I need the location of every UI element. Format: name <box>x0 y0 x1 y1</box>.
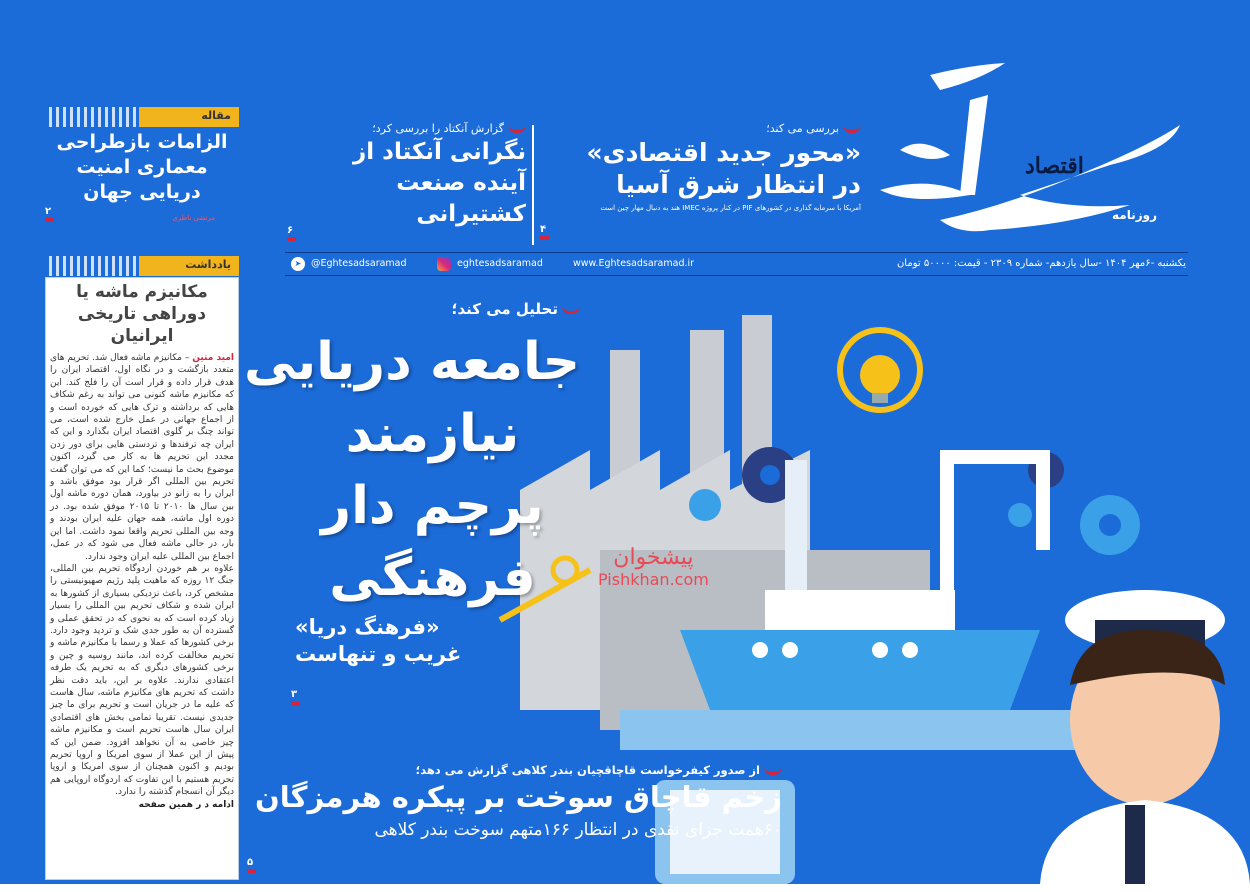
logo-subtitle: اقتصاد <box>1025 153 1084 179</box>
page-ref: ۶ <box>287 226 296 241</box>
top-story-axis[interactable] <box>556 122 861 213</box>
crane-icon <box>940 450 1050 464</box>
page-ref: ۴ <box>540 225 549 240</box>
masthead-logo <box>870 55 1190 245</box>
light-bulb-icon <box>840 330 920 410</box>
note-title[interactable]: مکانیزم ماشه یا دوراهی تاریخی ایرانیان <box>76 282 208 346</box>
article-tag: مقاله <box>139 107 239 127</box>
story-summary: آمریکا با سرمایه گذاری در کشورهای PIF در کنار پروژه IMEC هند به دنبال مهار چین است <box>600 204 861 212</box>
dateline: یکشنبه -۶مهر ۱۴۰۴ -سال یازدهم- شماره ۲۳۰۹ - قیمت: ۵۰۰۰۰ تومان <box>896 258 1186 269</box>
bottom-title: زخم قاچاق سوخت بر پیکره هرمزگان <box>254 780 782 814</box>
top-story-unctad[interactable] <box>302 122 526 230</box>
note-paragraph: امید متین – مکانیزم ماشه فعال شد. تحریم های متعدد بازگشت و در نگاه اول، اقتصاد ایران را هدف قرار داده و قرار است آن را فلج کند. این که مکانیزم ماشه کنونی می تواند به رغم شکاف هایی که برداشته و ترک هایی که خورده است و از اجماع جهانی در عمل خارج شده است، می تواند چنگ بر گلوی اقتصاد ایران بگذارد و این که ایران چه ترفندها و تردستی هایی برای دور زدن مجدد این تحریم ها به کار می گیرد، اکنون موضوع بحث ما نیست؛ کما این که می توان گفت تحریم بین المللی اگر قرار بود موفق باشد و ایران را به زانو در بیاورد، همان دوره ماشه اول بین سال ها ۲۰۱۰ تا ۲۰۱۵ موفق شده بود. در دوره اول ماشه، همه جهان علیه ایران بودند و وجه بین المللی تحریم واقعا نمود داشت. اما این بار، در حالی ماشه فعال می شود که در عمل، اجماع بین المللی علیه ایران وجود ندارد. <box>50 353 234 562</box>
story-title: «محور جدید اقتصادی» در انتظار شرق آسیا <box>586 138 861 199</box>
instagram-handle[interactable]: eghtesadsaramad <box>457 258 543 269</box>
website-link[interactable]: www.Eghtesadsaramad.ir <box>573 258 695 269</box>
note-panel <box>45 277 239 880</box>
bottom-kicker: از صدور کیفرخواست قاچاقچیان بندر کلاهی گزارش می دهد؛ <box>415 763 760 777</box>
lead-story[interactable] <box>244 300 580 668</box>
lead-kicker: تحلیل می کند؛ <box>451 300 558 318</box>
watermark: پیشخوان Pishkhan.com <box>598 545 709 589</box>
kicker-mark-icon <box>562 306 580 314</box>
article-title[interactable]: الزامات بازطراحی معماری امنیت دریایی جهان <box>56 131 228 203</box>
note-tag: یادداشت <box>139 256 239 276</box>
bottom-subtitle: ۶۰همت جزای نقدی در انتظار ۱۶۶متهم سوخت بندر کلاهی <box>374 820 782 840</box>
telegram-icon: ➤ <box>291 257 305 271</box>
column-divider <box>532 125 534 245</box>
story-title: نگرانی آنکتاد از آینده صنعت کشتیرانی <box>353 139 526 227</box>
note-author: امید متین <box>192 353 234 363</box>
story-kicker: گزارش آنکتاد را بررسی کرد؛ <box>372 122 504 135</box>
kicker-mark-icon <box>843 125 861 133</box>
page-ref: ۵ <box>247 858 256 873</box>
page-ref: ۳ <box>291 690 300 705</box>
article-author: مرتضی ناظری <box>172 214 215 222</box>
telegram-handle[interactable]: @Eghtesadsaramad <box>311 258 407 269</box>
water <box>620 710 1090 750</box>
bottom-story[interactable] <box>254 763 782 843</box>
kicker-mark-icon <box>764 767 782 775</box>
note-tag-bar <box>45 256 239 276</box>
continued-link[interactable]: ادامه د ر همین صفحه <box>138 799 234 810</box>
date-bar <box>285 252 1188 276</box>
instagram-icon <box>437 257 451 271</box>
story-kicker: بررسی می کند؛ <box>766 122 839 135</box>
sidebar <box>45 107 239 222</box>
article-tag-bar <box>45 107 239 127</box>
newspaper-prefix: روزنامه <box>1112 208 1157 222</box>
page-ref: ۲ <box>45 207 54 222</box>
lead-title: جامعه دریایی نیازمند پرچم دار فرهنگی <box>244 332 580 608</box>
note-paragraph: علاوه بر هم خوردن اردوگاه تحریم بین المللی، جنگ ۱۲ روزه که ماهیت پلید رژیم صهیونیستی را مشخص کرد، باعث نزدیکی بسیاری از کشورها به ایران شده و شکاف تحریم بین المللی را بسیار زیاد کرده است که به نحوی که در تحقق عملی و گسترده آن به طور جدی شک و تردید وجود دارد. برخی کشورها که عملا و رسما با مکانیزم ماشه و تحریم مخالفت کرده اند، مانند روسیه و چین و برخی کشورهای دیگری که به تحریم یک طرفه اعتقادی ندارند. علاوه بر این، باید دقت نظر داشت که تحریم های مکانیزم ماشه، سال هاست که علیه ما در جریان است و تحریم برای ما چیز جدیدی نیست. تقریبا تمامی بخش های اقتصادی ایران سال هاست تحریم است و مکانیزم ماشه چیز خاصی به آن نخواهد افزود. ضمن این که پیش از این عملا از سوی امریکا و اروپا تحریم بودیم و اکنون همچنان از سوی امریکا و اروپا تحریم هستیم با این تفاوت که اردوگاه اروپایی هم دیگر آن انسجام گذشته را ندارد. <box>50 563 234 798</box>
lead-subtitle: «فرهنگ دریا» غریب و تنهاست <box>295 615 462 666</box>
kicker-mark-icon <box>508 125 526 133</box>
